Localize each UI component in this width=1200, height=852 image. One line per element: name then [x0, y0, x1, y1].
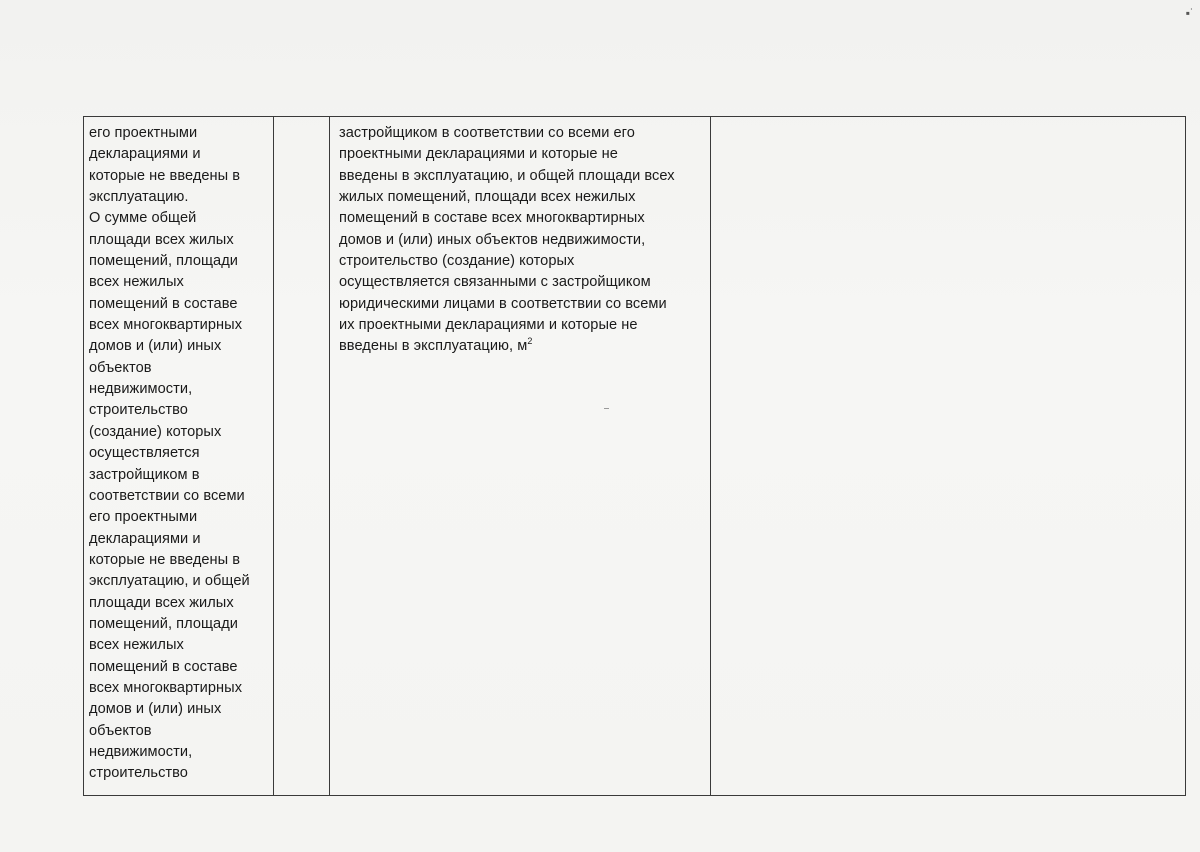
table-row [84, 117, 1186, 796]
table-cell-indicator [330, 117, 711, 796]
scan-artifact-mark: ▪︎˙ [1185, 6, 1194, 20]
cell-indicator-wrapper [330, 117, 710, 358]
table-cell-description [84, 117, 274, 796]
cell-indicator-text: застройщиком в соответствии со всеми его проектными декларациями и которые не введены в эксплуатацию, и общей площади всех жилых помещений, площади всех нежилых помещений в составе всех многоквартирных домов и (или) иных объектов недвижимости, строительство (создание) которых осуществляется связанными с застройщиком юридическими лицами в соответствии со всеми их проектными декларациями и которые не введены в эксплуатацию, м [339, 125, 675, 355]
table-cell-number [274, 117, 330, 796]
unit-superscript: 2 [527, 336, 533, 347]
table-cell-value [711, 117, 1186, 796]
document-table [83, 116, 1186, 796]
cell-description-text: его проектными декларациями и которые не введены в эксплуатацию. О сумме общей площади всех жилых помещений, площади всех нежилых помещений в составе всех многоквартирных домов и (или) иных объектов недвижимости, строительство (создание) которых осуществляется застройщиком в соответствии со всеми его проектными декларациями и которые не введены в эксплуатацию, и общей площади всех жилых помещений, площади всех нежилых помещений в составе всех многоквартирных домов и (или) иных объектов недвижимости, строительство [89, 125, 250, 782]
